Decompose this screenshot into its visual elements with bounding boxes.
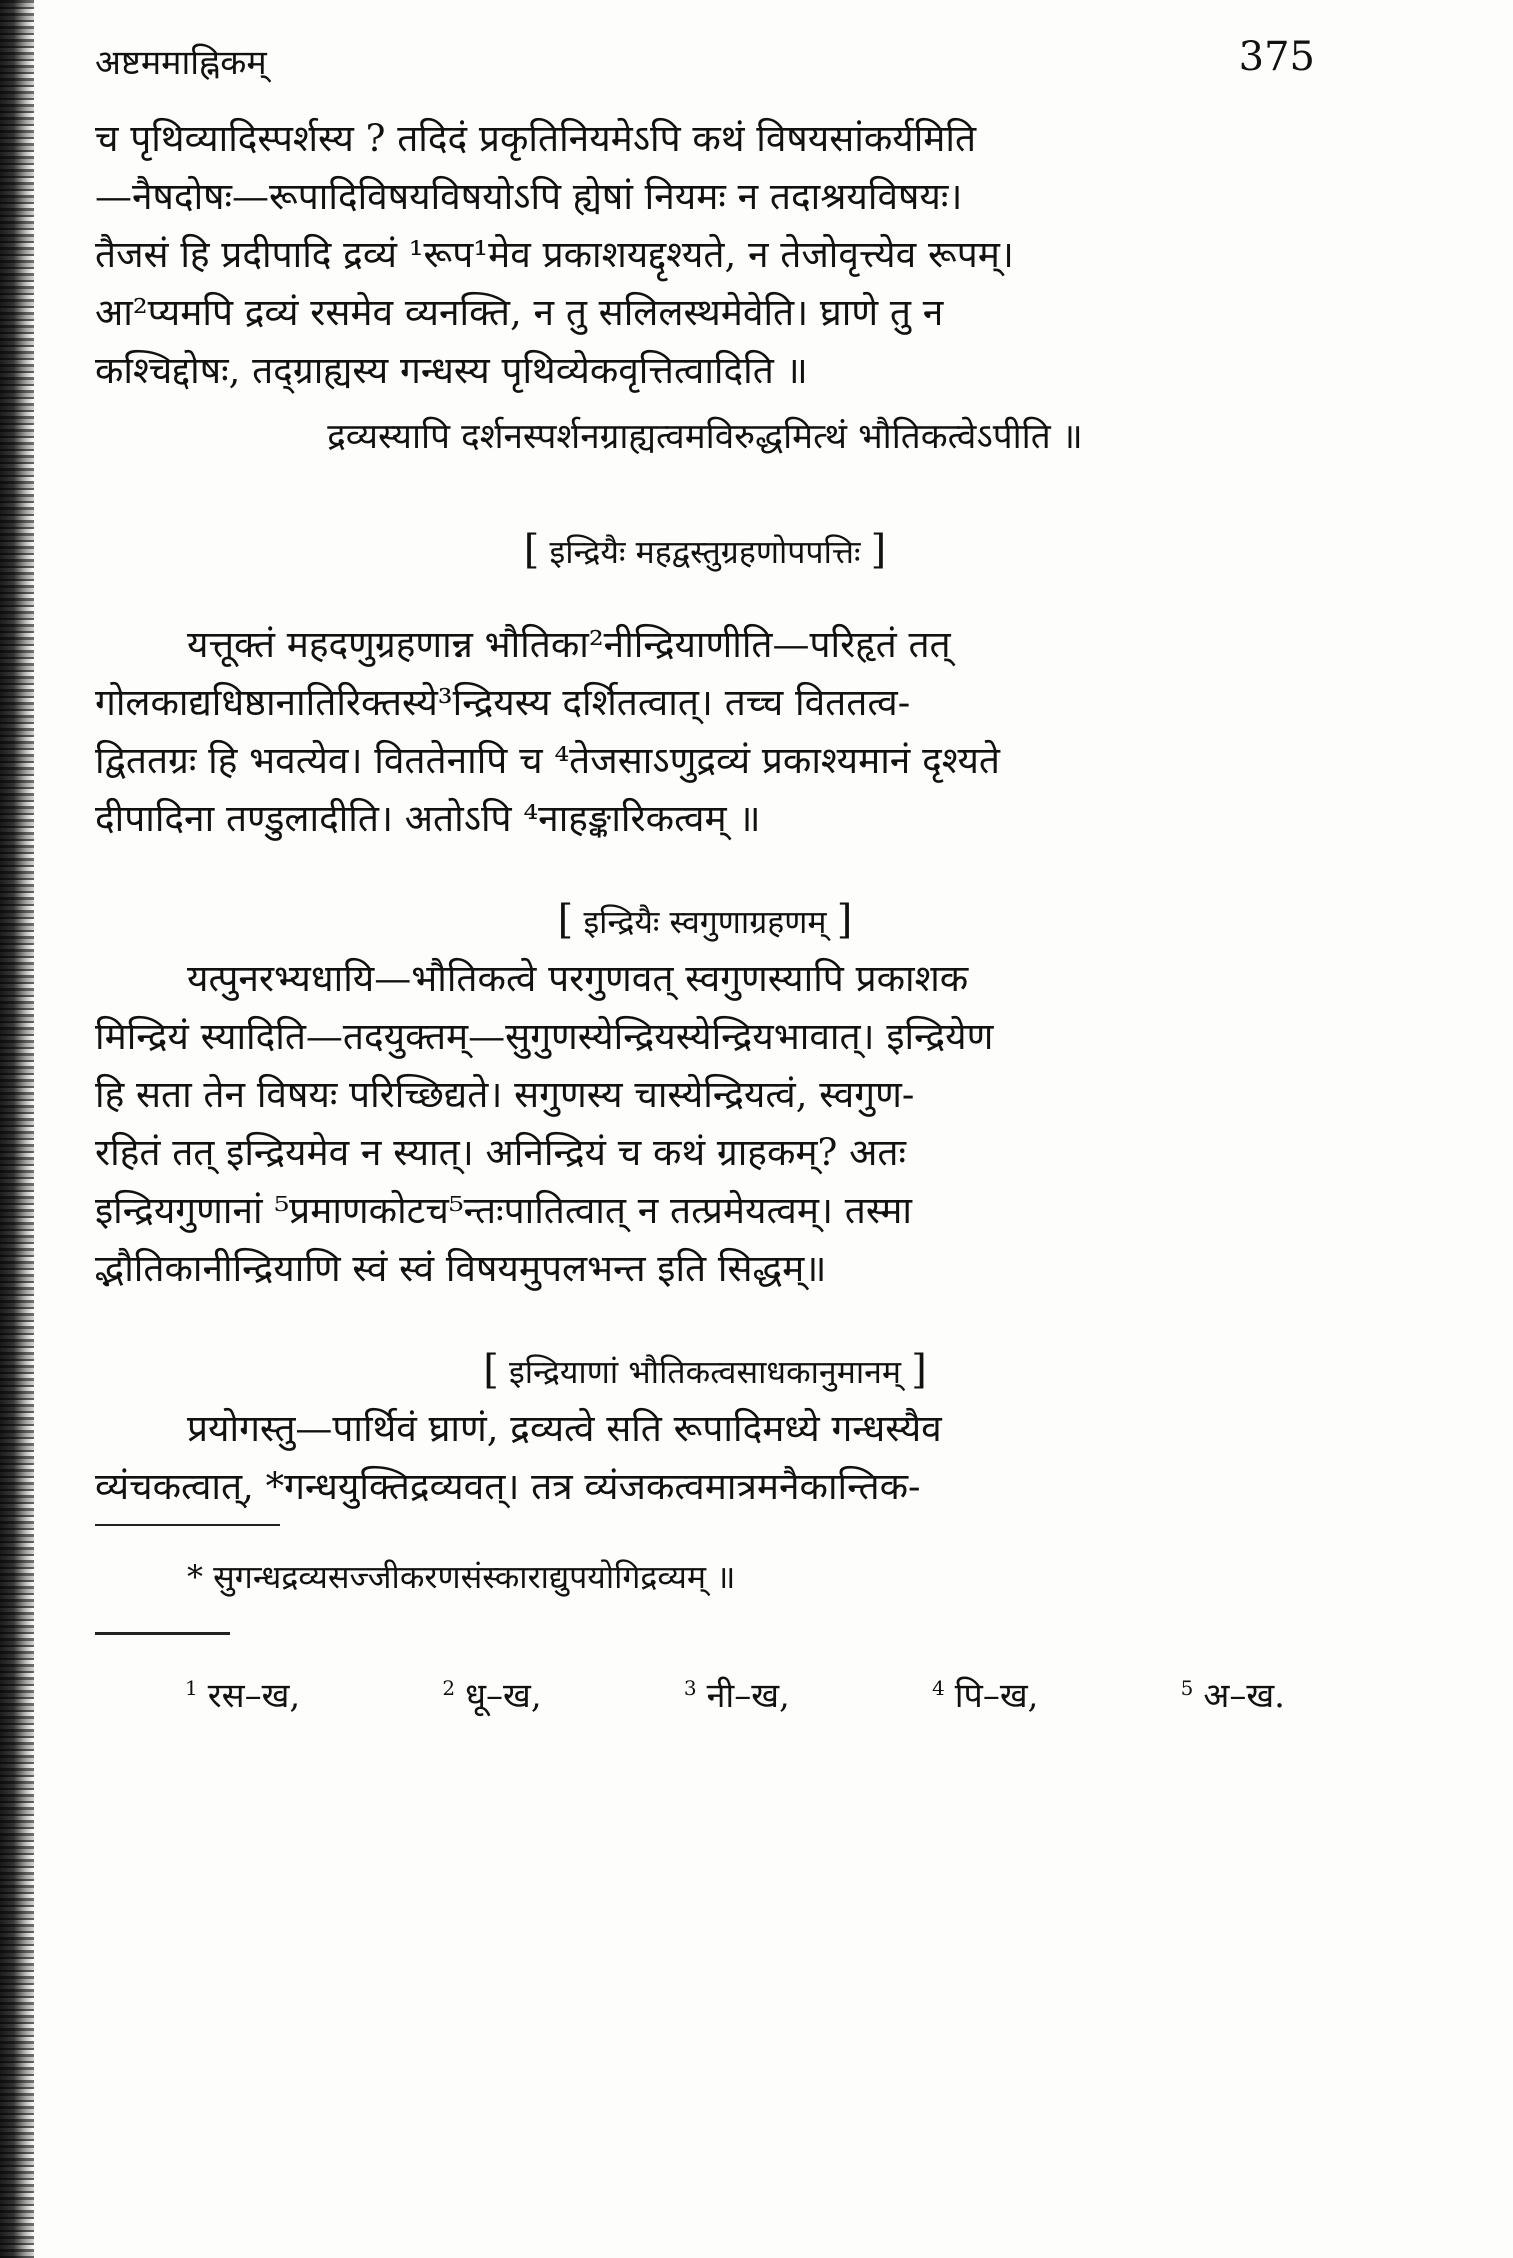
section3-line-4: रहितं तत् इन्द्रियमेव न स्यात्। अनिन्द्रियं च कथं ग्राहकम्? अतः	[95, 1131, 906, 1174]
block1-line-1: च पृथिव्यादिस्पर्शस्य ? तदिदं प्रकृतिनियमेऽपि कथं विषयसांकर्यमिति	[95, 117, 977, 160]
section2-body	[95, 616, 1315, 848]
section2-heading: [ इन्द्रियैः महद्वस्तुग्रहणोपपत्तिः ]	[523, 527, 887, 573]
section4-line-1: प्रयोगस्तु—पार्थिवं घ्राणं, द्रव्यत्वे सति रूपादिमध्ये गन्धस्यैव	[187, 1407, 942, 1450]
section2-line-2: गोलकाद्यधिष्ठानातिरिक्तस्ये³न्द्रियस्य दर्शितत्वात्। तच्च विततत्व-	[95, 681, 911, 724]
section4-body	[95, 1400, 1315, 1516]
page-header	[95, 30, 1315, 110]
note-5: $^5$ अ–ख.	[1180, 1675, 1285, 1716]
block1-closing-line: द्रव्यस्यापि दर्शनस्पर्शनग्राह्यत्वमविरुद्धमित्थं भौतिकत्वेऽपीति ॥	[327, 417, 1083, 457]
section3-body	[95, 950, 1315, 1298]
block1-line-2: —नैषदोषः—रूपादिविषयविषयोऽपि ह्येषां नियमः न तदाश्रयविषयः।	[95, 175, 963, 218]
section3-line-2: मिन्द्रियं स्यादिति—तदयुक्तम्—सुगुणस्येन्द्रियस्येन्द्रियभावात्। इन्द्रियेण	[95, 1015, 994, 1058]
section3-heading: [ इन्द्रियैः स्वगुणाग्रहणम् ]	[557, 897, 853, 943]
block1-line-4: आ²प्यमपि द्रव्यं रसमेव व्यनक्ति, न तु सलिलस्थमेवेति। घ्राणे तु न	[95, 291, 944, 334]
section2-line-4: दीपादिना तण्डुलादीति। अतोऽपि ⁴नाहङ्कारिकत्वम् ॥	[95, 797, 761, 840]
textual-notes	[185, 1671, 1285, 1717]
note-2: $^2$ धू–ख,	[442, 1675, 542, 1716]
section3-line-6: द्भौतिकानीन्द्रियाणि स्वं स्वं विषयमुपलभन्त इति सिद्धम्॥	[95, 1247, 827, 1290]
page-number: 375	[1238, 34, 1315, 80]
note-3: $^3$ नी–ख,	[683, 1675, 790, 1716]
notes-divider	[95, 1632, 230, 1635]
note-1: $^1$ रस–ख,	[185, 1675, 301, 1716]
section2-line-1: यत्तूक्तं महदणुग्रहणान्न भौतिका²नीन्द्रियाणीति—परिहृतं तत्	[187, 623, 951, 666]
section4-heading: [ इन्द्रियाणां भौतिकत्वसाधकानुमानम् ]	[483, 1347, 927, 1393]
block1-line-3: तैजसं हि प्रदीपादि द्रव्यं ¹रूप¹मेव प्रकाशयद्दृश्यते, न तेजोवृत्त्येव रूपम्।	[95, 233, 1014, 276]
block1-line-5: कश्चिद्दोषः, तद्ग्राह्यस्य गन्धस्य पृथिव्येकवृत्तित्वादिति ॥	[95, 349, 808, 392]
section3-line-1: यत्पुनरभ्यधायि—भौतिकत्वे परगुणवत् स्वगुणस्यापि प्रकाशक	[187, 957, 969, 1000]
footnote-divider	[95, 1524, 280, 1526]
section4-line-2: व्यंचकत्वात्, *गन्धयुक्तिद्रव्यवत्। तत्र व्यंजकत्वमात्रमनैकान्तिक-	[95, 1465, 921, 1508]
page	[95, 30, 1315, 1717]
running-head: अष्टममाह्निकम्	[95, 43, 267, 83]
footnote-star: * सुगन्धद्रव्यसज्जीकरणसंस्काराद्युपयोगिद्रव्यम् ॥	[187, 1558, 736, 1596]
section3-line-3: हि सता तेन विषयः परिच्छिद्यते। सगुणस्य चास्येन्द्रियत्वं, स्वगुण-	[95, 1073, 915, 1116]
section3-line-5: इन्द्रियगुणानां ⁵प्रमाणकोटच⁵न्तःपातित्वात् न तत्प्रमेयत्वम्। तस्मा	[95, 1189, 912, 1232]
section2-line-3: द्विततग्रः हि भवत्येव। विततेनापि च ⁴तेजसाऽणुद्रव्यं प्रकाश्यमानं दृश्यते	[95, 739, 1001, 782]
block1	[95, 110, 1315, 466]
binding-edge	[0, 0, 34, 2258]
note-4: $^4$ पि–ख,	[932, 1675, 1039, 1716]
